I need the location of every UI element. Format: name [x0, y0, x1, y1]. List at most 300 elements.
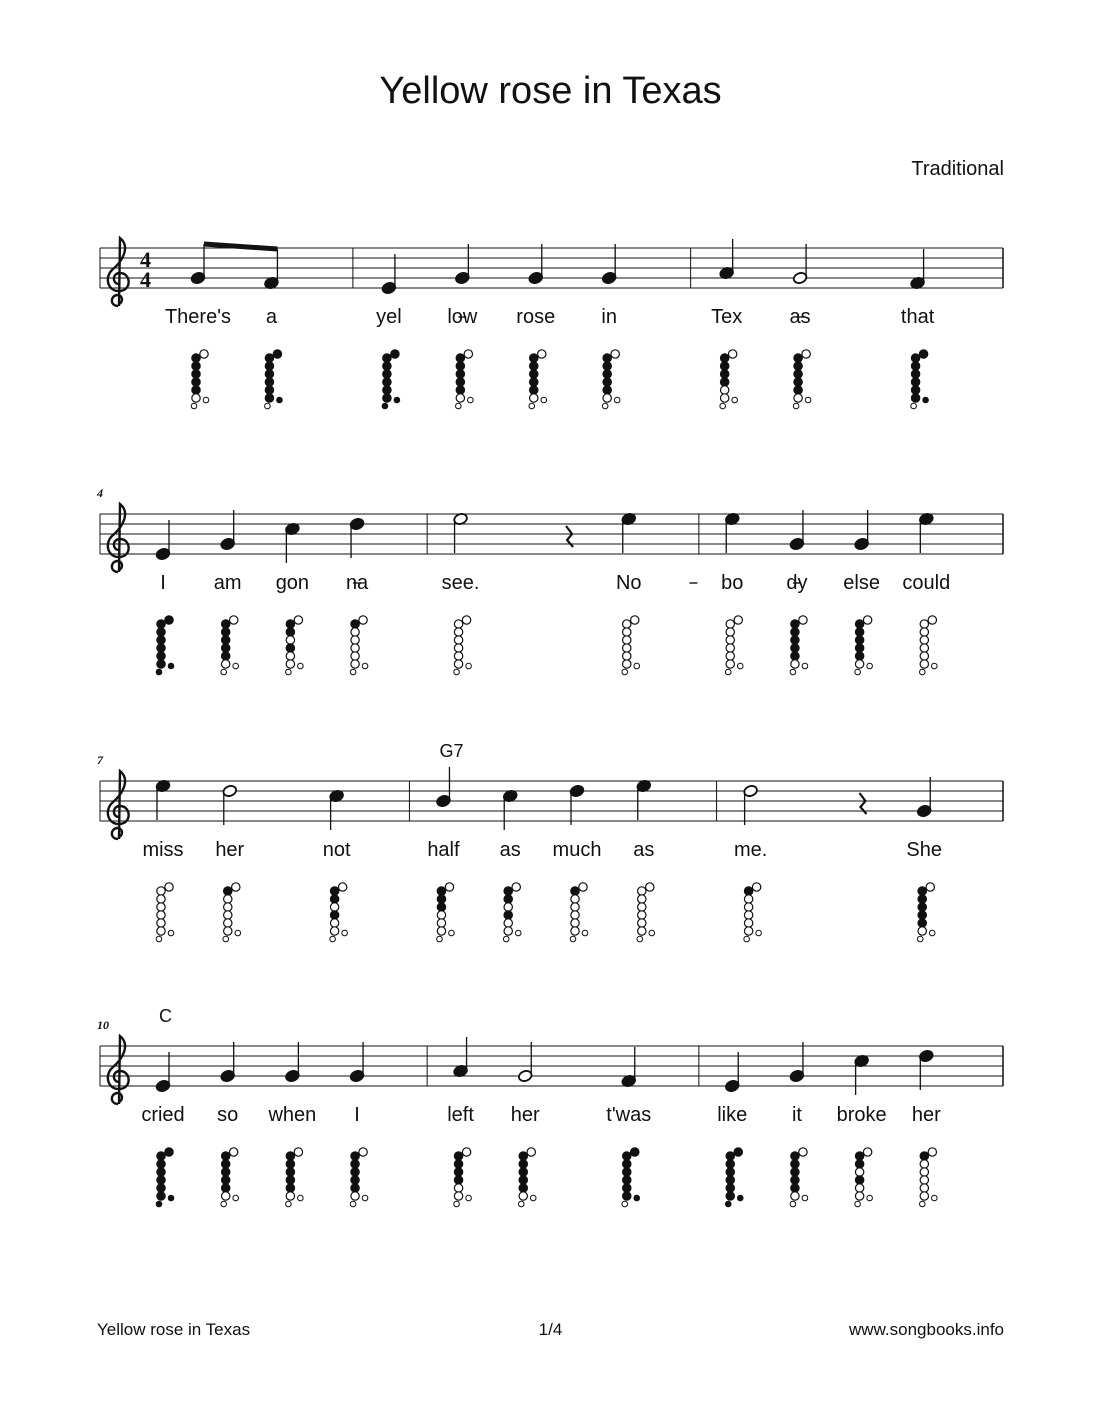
finger-hole-icon — [920, 636, 928, 644]
fingering-chart-icon — [437, 883, 455, 942]
finger-hole-icon — [224, 895, 232, 903]
finger-hole-icon — [286, 636, 294, 644]
finger-hole-icon — [791, 636, 799, 644]
small-hole-icon — [725, 1201, 731, 1207]
finger-hole-icon — [911, 386, 919, 394]
fingering-chart-icon — [920, 1148, 938, 1207]
small-hole-icon — [541, 397, 547, 403]
finger-hole-icon — [351, 1152, 359, 1160]
finger-hole-icon — [286, 1152, 294, 1160]
finger-hole-icon — [918, 895, 926, 903]
finger-hole-icon — [519, 1192, 527, 1200]
fingering-chart-icon — [602, 350, 620, 409]
finger-hole-icon — [920, 652, 928, 660]
finger-hole-icon — [791, 1184, 799, 1192]
finger-hole-icon — [530, 378, 538, 386]
finger-hole-icon — [265, 354, 273, 362]
finger-hole-icon — [286, 1176, 294, 1184]
finger-hole-icon — [744, 895, 752, 903]
finger-hole-icon — [330, 919, 338, 927]
finger-hole-icon — [920, 1176, 928, 1184]
lyric-syllable: am — [213, 572, 242, 594]
thumb-hole-icon — [538, 350, 546, 358]
finger-hole-icon — [791, 644, 799, 652]
finger-hole-icon — [221, 1160, 229, 1168]
finger-hole-icon — [571, 927, 579, 935]
footer-url: www.songbooks.info — [849, 1320, 1004, 1339]
finger-hole-icon — [519, 1176, 527, 1184]
finger-hole-icon — [920, 644, 928, 652]
finger-hole-icon — [918, 887, 926, 895]
finger-hole-icon — [265, 370, 273, 378]
thumb-hole-icon — [752, 883, 760, 891]
finger-hole-icon — [192, 386, 200, 394]
finger-hole-icon — [920, 1184, 928, 1192]
finger-hole-icon — [726, 1160, 734, 1168]
small-hole-icon — [649, 930, 655, 936]
thumb-hole-icon — [464, 350, 472, 358]
finger-hole-icon — [911, 378, 919, 386]
lyric-syllable: a — [265, 306, 277, 328]
fingering-chart-icon — [503, 883, 521, 942]
lyric-syllable: like — [717, 1104, 748, 1126]
finger-hole-icon — [726, 652, 734, 660]
finger-hole-icon — [221, 636, 229, 644]
measure-number: 10 — [97, 1018, 109, 1032]
lyric-syllable: na — [345, 572, 369, 594]
finger-hole-icon — [519, 1160, 527, 1168]
finger-hole-icon — [720, 354, 728, 362]
lyric-syllable: her — [215, 839, 245, 861]
finger-hole-icon — [623, 660, 631, 668]
small-hole-icon — [456, 403, 462, 409]
finger-hole-icon — [157, 1184, 165, 1192]
small-hole-icon — [932, 1195, 938, 1201]
finger-hole-icon — [351, 1168, 359, 1176]
finger-hole-icon — [504, 903, 512, 911]
page-title: Yellow rose in Texas — [379, 70, 722, 112]
finger-hole-icon — [791, 1176, 799, 1184]
thumb-hole-icon — [512, 883, 520, 891]
fingering-chart-icon — [454, 616, 472, 675]
finger-hole-icon — [603, 394, 611, 402]
finger-hole-icon — [855, 1168, 863, 1176]
finger-hole-icon — [791, 1160, 799, 1168]
staff-system — [97, 1006, 1003, 1126]
lyric-syllable: half — [427, 839, 460, 861]
small-hole-icon — [168, 663, 174, 669]
staff-system — [100, 239, 1003, 328]
small-hole-icon — [720, 403, 726, 409]
finger-hole-icon — [791, 620, 799, 628]
finger-hole-icon — [224, 887, 232, 895]
small-hole-icon — [737, 663, 743, 669]
thumb-hole-icon — [799, 616, 807, 624]
finger-hole-icon — [855, 1184, 863, 1192]
finger-hole-icon — [454, 1176, 462, 1184]
finger-hole-icon — [726, 620, 734, 628]
staff-system — [97, 741, 1003, 861]
small-hole-icon — [286, 1201, 292, 1207]
lyric-syllable: left — [447, 1104, 474, 1126]
finger-hole-icon — [571, 903, 579, 911]
finger-hole-icon — [192, 370, 200, 378]
finger-hole-icon — [351, 660, 359, 668]
small-hole-icon — [515, 930, 521, 936]
small-hole-icon — [454, 669, 460, 675]
small-hole-icon — [920, 669, 926, 675]
finger-hole-icon — [437, 919, 445, 927]
finger-hole-icon — [504, 895, 512, 903]
finger-hole-icon — [519, 1152, 527, 1160]
finger-hole-icon — [920, 1160, 928, 1168]
finger-hole-icon — [454, 652, 462, 660]
finger-hole-icon — [720, 386, 728, 394]
finger-hole-icon — [330, 887, 338, 895]
footer-title: Yellow rose in Texas — [97, 1320, 251, 1339]
finger-hole-icon — [224, 927, 232, 935]
fingering-chart-icon — [156, 616, 174, 675]
finger-hole-icon — [720, 378, 728, 386]
finger-hole-icon — [855, 644, 863, 652]
finger-hole-icon — [603, 378, 611, 386]
small-hole-icon — [637, 936, 643, 942]
finger-hole-icon — [623, 1160, 631, 1168]
small-hole-icon — [265, 403, 271, 409]
finger-hole-icon — [330, 895, 338, 903]
finger-hole-icon — [920, 620, 928, 628]
finger-hole-icon — [454, 1160, 462, 1168]
finger-hole-icon — [911, 354, 919, 362]
finger-hole-icon — [437, 895, 445, 903]
finger-hole-icon — [623, 1184, 631, 1192]
small-hole-icon — [156, 669, 162, 675]
thumb-hole-icon — [165, 883, 173, 891]
small-hole-icon — [737, 1195, 743, 1201]
finger-hole-icon — [855, 1192, 863, 1200]
small-hole-icon — [233, 1195, 239, 1201]
finger-hole-icon — [157, 660, 165, 668]
thumb-hole-icon — [165, 1148, 173, 1156]
finger-hole-icon — [504, 887, 512, 895]
small-hole-icon — [790, 1201, 796, 1207]
finger-hole-icon — [383, 362, 391, 370]
finger-hole-icon — [351, 1160, 359, 1168]
fingering-chart-icon — [156, 1148, 174, 1207]
finger-hole-icon — [623, 644, 631, 652]
small-hole-icon — [920, 1201, 926, 1207]
measure-number: 4 — [97, 486, 103, 500]
finger-hole-icon — [437, 887, 445, 895]
finger-hole-icon — [571, 919, 579, 927]
small-hole-icon — [805, 397, 811, 403]
fingering-chart-icon — [350, 616, 368, 675]
finger-hole-icon — [221, 1152, 229, 1160]
finger-hole-icon — [192, 354, 200, 362]
finger-hole-icon — [623, 620, 631, 628]
thumb-hole-icon — [863, 616, 871, 624]
lyric-syllable: her — [510, 1104, 540, 1126]
finger-hole-icon — [437, 903, 445, 911]
thumb-hole-icon — [799, 1148, 807, 1156]
finger-hole-icon — [603, 386, 611, 394]
lyric-syllable: when — [268, 1104, 317, 1126]
finger-hole-icon — [530, 386, 538, 394]
finger-hole-icon — [744, 927, 752, 935]
finger-hole-icon — [157, 636, 165, 644]
finger-hole-icon — [383, 370, 391, 378]
finger-hole-icon — [454, 620, 462, 628]
small-hole-icon — [466, 663, 472, 669]
finger-hole-icon — [791, 628, 799, 636]
small-hole-icon — [855, 669, 861, 675]
finger-hole-icon — [918, 911, 926, 919]
finger-hole-icon — [571, 911, 579, 919]
small-hole-icon — [350, 669, 356, 675]
fingering-chart-icon — [518, 1148, 536, 1207]
finger-hole-icon — [286, 620, 294, 628]
finger-hole-icon — [744, 887, 752, 895]
finger-hole-icon — [454, 660, 462, 668]
small-hole-icon — [286, 669, 292, 675]
small-hole-icon — [529, 403, 535, 409]
fingering-chart-icon — [744, 883, 762, 942]
small-hole-icon — [929, 930, 935, 936]
finger-hole-icon — [504, 911, 512, 919]
fingering-chart-icon — [286, 1148, 304, 1207]
finger-hole-icon — [571, 887, 579, 895]
lyric-syllable: much — [552, 839, 602, 861]
fingering-chart-icon — [223, 883, 241, 942]
finger-hole-icon — [383, 354, 391, 362]
finger-hole-icon — [286, 1168, 294, 1176]
finger-hole-icon — [918, 903, 926, 911]
finger-hole-icon — [351, 620, 359, 628]
finger-hole-icon — [530, 362, 538, 370]
finger-hole-icon — [157, 887, 165, 895]
small-hole-icon — [221, 669, 227, 675]
lyric-syllable: t'was — [606, 1104, 652, 1126]
finger-hole-icon — [221, 628, 229, 636]
finger-hole-icon — [351, 652, 359, 660]
finger-hole-icon — [720, 394, 728, 402]
thumb-hole-icon — [579, 883, 587, 891]
small-hole-icon — [622, 1201, 628, 1207]
small-hole-icon — [503, 936, 509, 942]
thumb-hole-icon — [165, 616, 173, 624]
finger-hole-icon — [330, 911, 338, 919]
finger-hole-icon — [726, 636, 734, 644]
finger-hole-icon — [726, 1168, 734, 1176]
small-hole-icon — [223, 936, 229, 942]
small-hole-icon — [911, 403, 917, 409]
lyric-syllable: I — [160, 572, 166, 594]
finger-hole-icon — [720, 362, 728, 370]
small-hole-icon — [634, 663, 640, 669]
thumb-hole-icon — [462, 1148, 470, 1156]
chord-symbol: G7 — [439, 741, 464, 761]
finger-hole-icon — [157, 1192, 165, 1200]
thumb-hole-icon — [802, 350, 810, 358]
thumb-hole-icon — [728, 350, 736, 358]
finger-hole-icon — [383, 386, 391, 394]
fingering-chart-icon — [156, 883, 174, 942]
finger-hole-icon — [157, 919, 165, 927]
finger-hole-icon — [720, 370, 728, 378]
thumb-hole-icon — [734, 616, 742, 624]
finger-hole-icon — [456, 370, 464, 378]
fingering-chart-icon — [286, 616, 304, 675]
finger-hole-icon — [920, 660, 928, 668]
small-hole-icon — [156, 936, 162, 942]
finger-hole-icon — [224, 903, 232, 911]
finger-hole-icon — [351, 628, 359, 636]
finger-hole-icon — [791, 1168, 799, 1176]
lyric-syllable: I — [354, 1104, 360, 1126]
thumb-hole-icon — [229, 616, 237, 624]
thumb-hole-icon — [294, 1148, 302, 1156]
finger-hole-icon — [157, 895, 165, 903]
finger-hole-icon — [638, 887, 646, 895]
finger-hole-icon — [530, 370, 538, 378]
small-hole-icon — [917, 936, 923, 942]
small-hole-icon — [235, 930, 241, 936]
finger-hole-icon — [286, 1184, 294, 1192]
small-hole-icon — [855, 1201, 861, 1207]
finger-hole-icon — [794, 354, 802, 362]
fingering-chart-icon — [191, 350, 209, 409]
small-hole-icon — [168, 930, 174, 936]
finger-hole-icon — [157, 1152, 165, 1160]
finger-hole-icon — [855, 620, 863, 628]
thumb-hole-icon — [928, 1148, 936, 1156]
lyric-syllable: her — [911, 1104, 941, 1126]
lyric-syllable: as — [789, 306, 811, 328]
finger-hole-icon — [726, 1184, 734, 1192]
finger-hole-icon — [794, 386, 802, 394]
finger-hole-icon — [221, 652, 229, 660]
finger-hole-icon — [571, 895, 579, 903]
thumb-hole-icon — [273, 350, 281, 358]
finger-hole-icon — [157, 927, 165, 935]
small-hole-icon — [191, 403, 197, 409]
small-hole-icon — [449, 930, 455, 936]
finger-hole-icon — [794, 394, 802, 402]
fingering-chart-icon — [790, 616, 808, 675]
thumb-hole-icon — [928, 616, 936, 624]
finger-hole-icon — [456, 362, 464, 370]
finger-hole-icon — [603, 354, 611, 362]
fingering-chart-icon — [382, 350, 400, 409]
finger-hole-icon — [351, 1184, 359, 1192]
fingering-chart-icon — [221, 616, 239, 675]
fingering-chart-icon — [855, 616, 873, 675]
finger-hole-icon — [623, 1176, 631, 1184]
fingering-chart-icon — [725, 616, 743, 675]
finger-hole-icon — [504, 927, 512, 935]
small-hole-icon — [518, 1201, 524, 1207]
small-hole-icon — [622, 669, 628, 675]
finger-hole-icon — [726, 1192, 734, 1200]
thumb-hole-icon — [611, 350, 619, 358]
lyric-syllable: cried — [141, 1104, 185, 1126]
finger-hole-icon — [351, 1192, 359, 1200]
lyric-syllable: me. — [733, 839, 768, 861]
lyric-syllable: bo — [721, 572, 744, 594]
small-hole-icon — [923, 397, 929, 403]
lyric-syllable: as — [633, 839, 655, 861]
finger-hole-icon — [383, 394, 391, 402]
small-hole-icon — [530, 1195, 536, 1201]
finger-hole-icon — [603, 370, 611, 378]
lyric-syllable: miss — [142, 839, 184, 861]
finger-hole-icon — [221, 660, 229, 668]
finger-hole-icon — [157, 628, 165, 636]
finger-hole-icon — [791, 660, 799, 668]
fingering-chart-icon — [529, 350, 547, 409]
lyric-syllable: dy — [786, 572, 808, 594]
finger-hole-icon — [519, 1184, 527, 1192]
finger-hole-icon — [221, 620, 229, 628]
small-hole-icon — [570, 936, 576, 942]
finger-hole-icon — [623, 636, 631, 644]
fingering-chart-icon — [911, 350, 929, 409]
lyric-syllable: Tex — [711, 306, 743, 328]
fingering-chart-icon — [265, 350, 283, 409]
lyric-syllable: as — [499, 839, 521, 861]
thumb-hole-icon — [631, 1148, 639, 1156]
small-hole-icon — [802, 663, 808, 669]
finger-hole-icon — [330, 927, 338, 935]
thumb-hole-icon — [646, 883, 654, 891]
finger-hole-icon — [157, 911, 165, 919]
finger-hole-icon — [286, 1160, 294, 1168]
finger-hole-icon — [221, 644, 229, 652]
finger-hole-icon — [351, 1176, 359, 1184]
lyric-syllable: else — [843, 572, 880, 594]
lyric-syllable: see. — [441, 572, 480, 594]
finger-hole-icon — [791, 1152, 799, 1160]
finger-hole-icon — [437, 927, 445, 935]
thumb-hole-icon — [919, 350, 927, 358]
thumb-hole-icon — [863, 1148, 871, 1156]
fingering-chart-icon — [790, 1148, 808, 1207]
finger-hole-icon — [265, 362, 273, 370]
finger-hole-icon — [157, 1176, 165, 1184]
finger-hole-icon — [454, 628, 462, 636]
finger-hole-icon — [456, 378, 464, 386]
finger-hole-icon — [726, 1176, 734, 1184]
finger-hole-icon — [791, 652, 799, 660]
finger-hole-icon — [157, 652, 165, 660]
finger-hole-icon — [726, 644, 734, 652]
finger-hole-icon — [454, 1152, 462, 1160]
finger-hole-icon — [286, 660, 294, 668]
measure-number: 7 — [97, 753, 103, 767]
thumb-hole-icon — [359, 1148, 367, 1156]
finger-hole-icon — [157, 903, 165, 911]
finger-hole-icon — [265, 378, 273, 386]
small-hole-icon — [790, 669, 796, 675]
finger-hole-icon — [855, 628, 863, 636]
finger-hole-icon — [157, 620, 165, 628]
thumb-hole-icon — [229, 1148, 237, 1156]
fingering-chart-icon — [570, 883, 588, 942]
small-hole-icon — [203, 397, 209, 403]
fingering-chart-icon — [917, 883, 935, 942]
finger-hole-icon — [855, 1160, 863, 1168]
finger-hole-icon — [221, 1168, 229, 1176]
